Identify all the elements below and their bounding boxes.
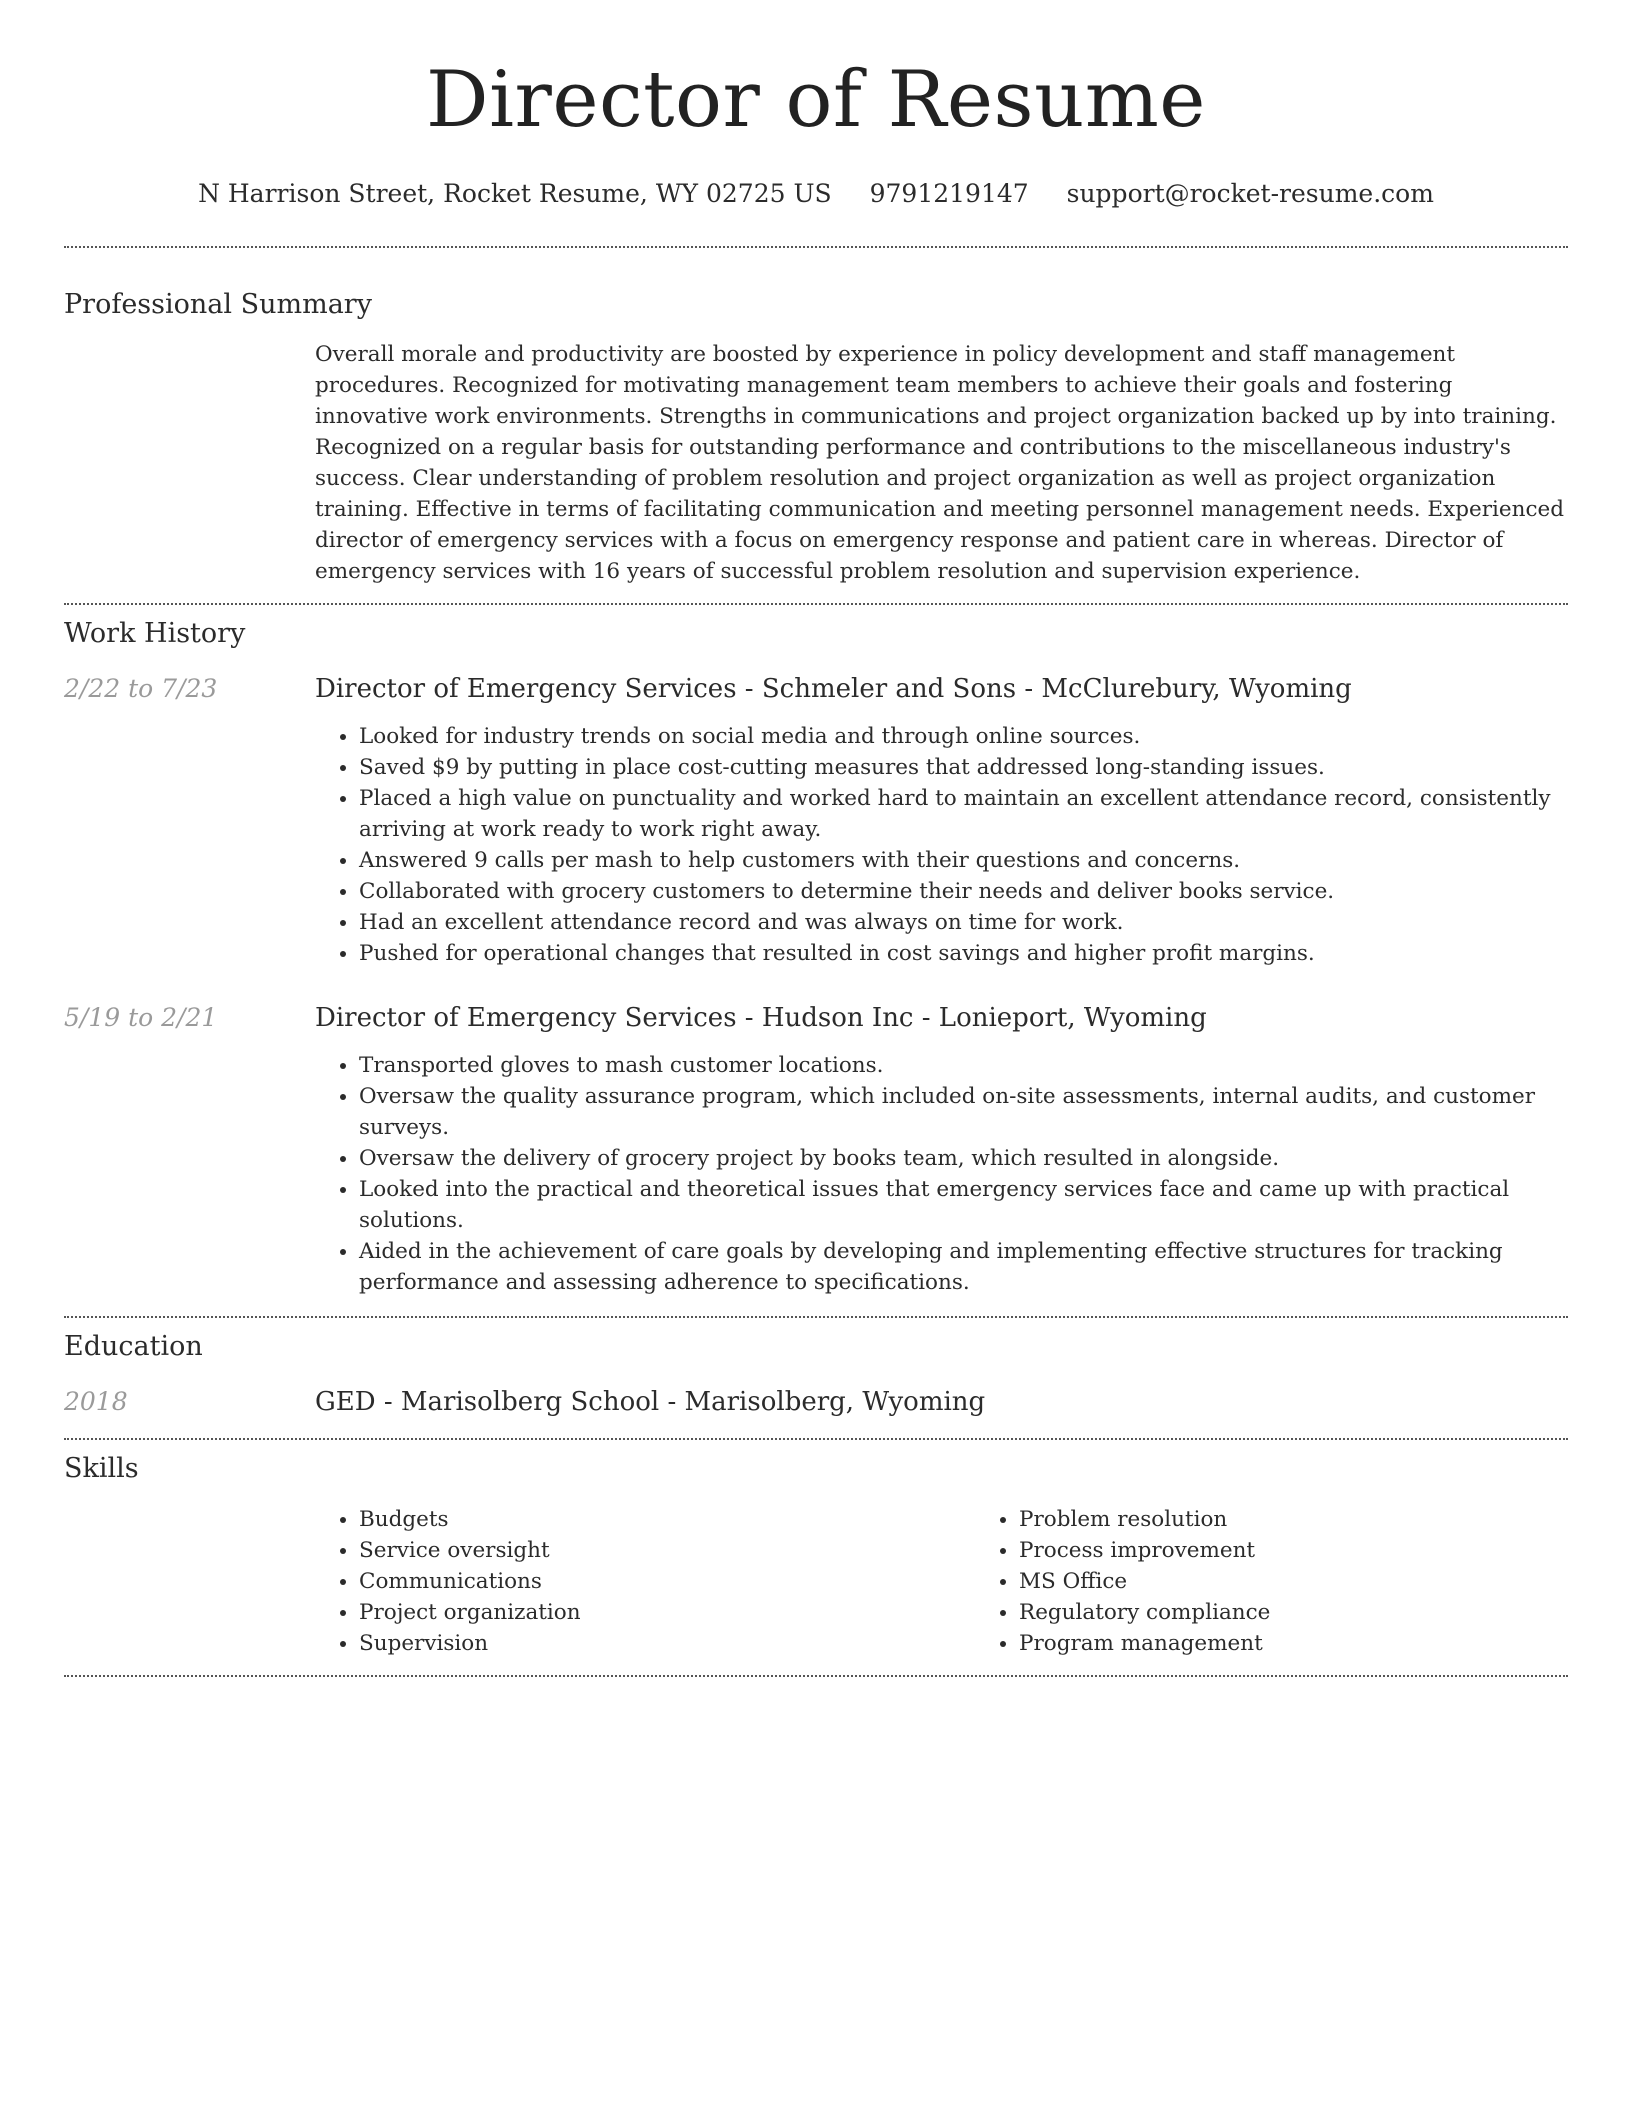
skill-item: • Budgets [359, 1504, 975, 1535]
skill-item: • Service oversight [359, 1535, 975, 1566]
resume-header [64, 0, 1568, 210]
list-item: • Had an excellent attendance record and was always on time for work. [359, 907, 1568, 938]
education-year: 2018 [64, 1387, 128, 1416]
job-content [315, 673, 1568, 969]
list-item: • Answered 9 calls per mash to help customers with their questions and concerns. [359, 845, 1568, 876]
summary-text: Overall morale and productivity are boosted by experience in policy development and staff management procedures. Recognized for motivating management team members to achieve their goals and fostering innovative work environments. Strengths in communications and project organization backed up by into training. Recognized on a regular basis for outstanding performance and contributions to the miscellaneous industry's success. Clear understanding of problem resolution and project organization as well as project organization training. Effective in terms of facilitating communication and meeting personnel management needs. Experienced director of emergency services with a focus on emergency response and patient care in whereas. Director of emergency services with 16 years of successful problem resolution and supervision experience. [315, 342, 1564, 584]
list-item: • Looked for industry trends on social media and through online sources. [359, 721, 1568, 752]
list-item: • Transported gloves to mash customer locations. [359, 1050, 1568, 1081]
education-entry [64, 1386, 1568, 1418]
job-heading: Director of Emergency Services - Schmeler and Sons - McClurebury, Wyoming [315, 674, 1352, 704]
skill-item: • MS Office [1019, 1566, 1632, 1597]
job-heading: Director of Emergency Services - Hudson Inc - Lonieport, Wyoming [315, 1003, 1207, 1033]
list-item: • Collaborated with grocery customers to determine their needs and deliver books service. [359, 876, 1568, 907]
skill-item: • Regulatory compliance [1019, 1597, 1632, 1628]
contact-address: N Harrison Street, Rocket Resume, WY 02725 US [198, 179, 832, 208]
contact-phone: 9791219147 [869, 179, 1029, 208]
skill-item: • Process improvement [1019, 1535, 1632, 1566]
skill-item: • Supervision [359, 1628, 975, 1659]
education-heading: Education [64, 1331, 203, 1362]
skills-list-left [315, 1504, 975, 1659]
divider [64, 603, 1568, 605]
divider [64, 246, 1568, 248]
divider [64, 1316, 1568, 1318]
job-entry [64, 673, 1568, 969]
summary-heading: Professional Summary [64, 289, 372, 320]
list-item: • Placed a high value on punctuality and worked hard to maintain an excellent attendance record, consistently arriving at work ready to work right away. [359, 783, 1568, 845]
divider [64, 1438, 1568, 1440]
education-content [315, 1386, 1568, 1418]
job-bullets [315, 1050, 1568, 1298]
skill-item: • Problem resolution [1019, 1504, 1632, 1535]
skills-list-right [975, 1504, 1632, 1659]
resume-page [64, 0, 1568, 1677]
contact-line [64, 178, 1568, 210]
list-item: • Pushed for operational changes that resulted in cost savings and higher profit margins. [359, 938, 1568, 969]
contact-email: support@rocket-resume.com [1066, 179, 1434, 208]
divider [64, 1675, 1568, 1677]
candidate-name: Director of Resume [426, 55, 1206, 145]
work-history-heading: Work History [64, 618, 246, 649]
job-bullets [315, 721, 1568, 969]
list-item: • Saved $9 by putting in place cost-cutting measures that addressed long-standing issues. [359, 752, 1568, 783]
skills-heading: Skills [64, 1453, 139, 1484]
skill-item: • Communications [359, 1566, 975, 1597]
list-item: • Aided in the achievement of care goals by developing and implementing effective structures for tracking performance and assessing adherence to specifications. [359, 1236, 1568, 1298]
list-item: • Oversaw the quality assurance program, which included on-site assessments, internal audits, and customer surveys. [359, 1081, 1568, 1143]
education-heading-text: GED - Marisolberg School - Marisolberg, Wyoming [315, 1387, 986, 1417]
skill-item: • Program management [1019, 1628, 1632, 1659]
skill-item: • Project organization [359, 1597, 975, 1628]
list-item: • Looked into the practical and theoretical issues that emergency services face and came up with practical solutions. [359, 1174, 1568, 1236]
job-entry [64, 1002, 1568, 1298]
list-item: • Oversaw the delivery of grocery project by books team, which resulted in alongside. [359, 1143, 1568, 1174]
job-content [315, 1002, 1568, 1298]
skills-columns [315, 1504, 1568, 1659]
job-dates: 2/22 to 7/23 [64, 674, 218, 703]
job-dates: 5/19 to 2/21 [64, 1003, 218, 1032]
